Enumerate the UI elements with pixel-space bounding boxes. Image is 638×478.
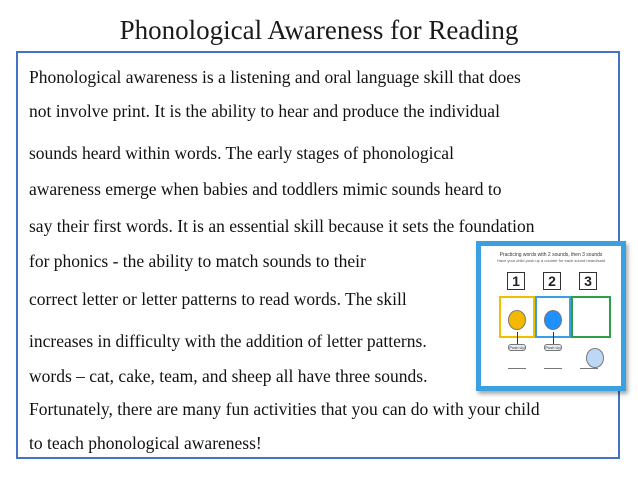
body-text-line-9: words – cat, cake, team, and sheep all have three sounds. [29,366,428,386]
sound-number-3: 3 [579,272,597,290]
body-text-line-3: sounds heard within words. The early stages of phonological [29,143,454,163]
body-text-line-4: awareness emerge when babies and toddlers mimic sounds heard to [29,179,502,199]
sound-number-2: 2 [543,272,561,290]
body-text-line-11: to teach phonological awareness! [29,433,262,453]
answer-line-2 [544,368,562,369]
body-text-line-6: for phonics - the ability to match sounds to their [29,251,366,271]
body-text-line-8: increases in difficulty with the addition of letter patterns. [29,331,427,351]
blue-counter [544,310,562,330]
body-text-line-7: correct letter or letter patterns to read words. The skill [29,289,407,309]
body-text-line-10: Fortunately, there are many fun activities that you can do with your child [29,399,540,419]
answer-line-1 [508,368,526,369]
light-blue-counter [586,348,604,368]
yellow-counter [508,310,526,330]
worksheet-title: Practicing words with 2 sounds, then 3 sounds [499,252,603,258]
sound-number-1: 1 [507,272,525,290]
sound-box-green [571,296,611,338]
body-text-line-1: Phonological awareness is a listening and oral language skill that does [29,67,521,87]
push-up-label-2: Push Up [545,345,561,350]
arrow-up-icon [553,332,554,344]
answer-line-3 [580,368,598,369]
worksheet-image [476,241,626,391]
push-up-label-1: Push Up [509,345,525,350]
arrow-up-icon [517,332,518,344]
worksheet-subtitle: Have your child push up a counter for each sound heard/said [496,258,606,263]
body-text-line-2: not involve print. It is the ability to hear and produce the individual [29,101,500,121]
body-text-line-5: say their first words. It is an essential skill because it sets the foundation [29,216,535,236]
slide-title: Phonological Awareness for Reading [119,15,519,45]
